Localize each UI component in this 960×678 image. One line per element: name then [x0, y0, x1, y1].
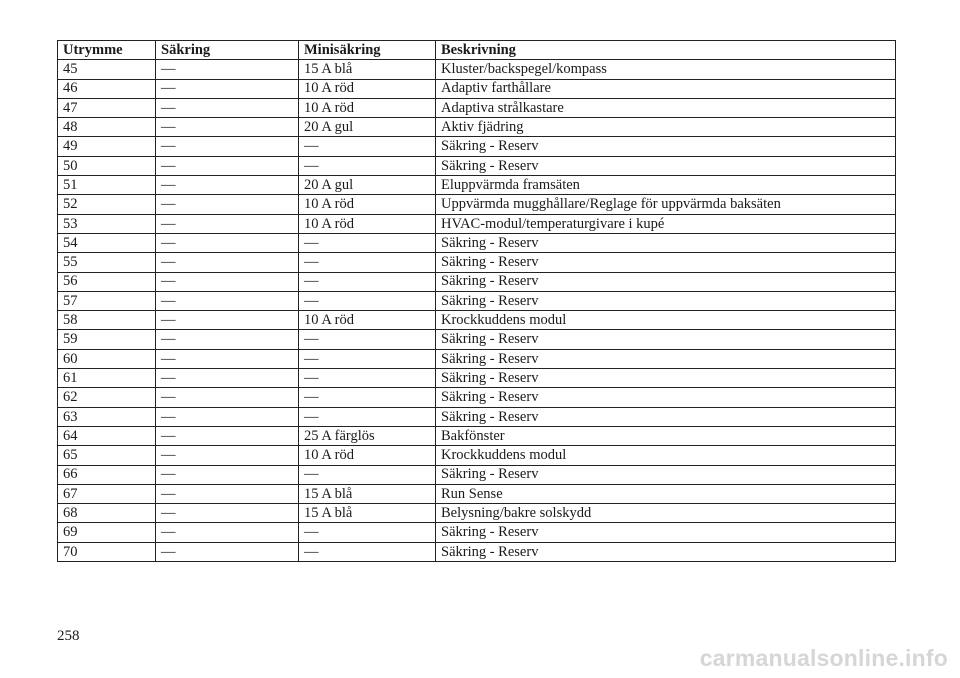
cell-cavity: 47	[58, 98, 156, 117]
cell-cavity: 58	[58, 311, 156, 330]
cell-description: Säkring - Reserv	[436, 253, 896, 272]
cell-mini-fuse: 15 A blå	[299, 504, 436, 523]
cell-description: Adaptiv farthållare	[436, 79, 896, 98]
cell-cavity: 50	[58, 156, 156, 175]
watermark: carmanualsonline.info	[699, 645, 948, 671]
table-row	[58, 156, 896, 175]
cell-fuse: —	[156, 311, 299, 330]
cell-description: Säkring - Reserv	[436, 156, 896, 175]
table-row	[58, 253, 896, 272]
cell-cavity: 60	[58, 349, 156, 368]
cell-cavity: 55	[58, 253, 156, 272]
cell-mini-fuse: —	[299, 542, 436, 561]
cell-mini-fuse: —	[299, 291, 436, 310]
cell-cavity: 51	[58, 176, 156, 195]
cell-cavity: 66	[58, 465, 156, 484]
cell-mini-fuse: 10 A röd	[299, 311, 436, 330]
cell-fuse: —	[156, 504, 299, 523]
cell-fuse: —	[156, 465, 299, 484]
cell-cavity: 52	[58, 195, 156, 214]
cell-mini-fuse: —	[299, 465, 436, 484]
cell-mini-fuse: 25 A färglös	[299, 426, 436, 445]
cell-description: Aktiv fjädring	[436, 118, 896, 137]
cell-mini-fuse: 15 A blå	[299, 60, 436, 79]
cell-fuse: —	[156, 60, 299, 79]
table-row	[58, 542, 896, 561]
cell-cavity: 70	[58, 542, 156, 561]
cell-cavity: 48	[58, 118, 156, 137]
cell-description: Säkring - Reserv	[436, 407, 896, 426]
cell-cavity: 63	[58, 407, 156, 426]
cell-cavity: 59	[58, 330, 156, 349]
header-row	[58, 41, 896, 60]
cell-description: Säkring - Reserv	[436, 272, 896, 291]
cell-description: Säkring - Reserv	[436, 465, 896, 484]
table-row	[58, 504, 896, 523]
cell-description: Adaptiva strålkastare	[436, 98, 896, 117]
table-row	[58, 176, 896, 195]
cell-cavity: 54	[58, 233, 156, 252]
cell-description: Säkring - Reserv	[436, 523, 896, 542]
fuse-table	[57, 40, 896, 562]
column-header-sakring: Säkring	[156, 41, 299, 60]
cell-cavity: 45	[58, 60, 156, 79]
cell-cavity: 61	[58, 369, 156, 388]
cell-cavity: 46	[58, 79, 156, 98]
cell-description: Krockkuddens modul	[436, 446, 896, 465]
cell-fuse: —	[156, 214, 299, 233]
cell-description: Belysning/bakre solskydd	[436, 504, 896, 523]
cell-fuse: —	[156, 349, 299, 368]
cell-description: Säkring - Reserv	[436, 388, 896, 407]
cell-cavity: 68	[58, 504, 156, 523]
table-row	[58, 195, 896, 214]
cell-fuse: —	[156, 369, 299, 388]
cell-mini-fuse: 20 A gul	[299, 176, 436, 195]
table-row	[58, 311, 896, 330]
cell-fuse: —	[156, 98, 299, 117]
cell-fuse: —	[156, 156, 299, 175]
table-row	[58, 272, 896, 291]
cell-mini-fuse: —	[299, 233, 436, 252]
fuse-table-header	[58, 41, 896, 60]
cell-description: Säkring - Reserv	[436, 349, 896, 368]
table-row	[58, 484, 896, 503]
cell-description: HVAC-modul/temperaturgivare i kupé	[436, 214, 896, 233]
table-row	[58, 214, 896, 233]
cell-mini-fuse: —	[299, 369, 436, 388]
cell-fuse: —	[156, 542, 299, 561]
cell-fuse: —	[156, 407, 299, 426]
column-header-minisakring: Minisäkring	[299, 41, 436, 60]
cell-fuse: —	[156, 388, 299, 407]
cell-cavity: 57	[58, 291, 156, 310]
table-row	[58, 465, 896, 484]
table-row	[58, 388, 896, 407]
cell-cavity: 65	[58, 446, 156, 465]
cell-fuse: —	[156, 446, 299, 465]
cell-fuse: —	[156, 291, 299, 310]
cell-cavity: 56	[58, 272, 156, 291]
cell-fuse: —	[156, 253, 299, 272]
cell-fuse: —	[156, 79, 299, 98]
column-header-beskrivning: Beskrivning	[436, 41, 896, 60]
table-row	[58, 79, 896, 98]
cell-description: Kluster/backspegel/kompass	[436, 60, 896, 79]
cell-fuse: —	[156, 118, 299, 137]
table-row	[58, 137, 896, 156]
cell-cavity: 53	[58, 214, 156, 233]
cell-mini-fuse: —	[299, 272, 436, 291]
cell-mini-fuse: —	[299, 523, 436, 542]
cell-description: Uppvärmda mugghållare/Reglage för uppvärmda baksäten	[436, 195, 896, 214]
table-row	[58, 233, 896, 252]
cell-description: Säkring - Reserv	[436, 291, 896, 310]
cell-mini-fuse: 20 A gul	[299, 118, 436, 137]
cell-mini-fuse: 10 A röd	[299, 79, 436, 98]
cell-description: Säkring - Reserv	[436, 542, 896, 561]
cell-cavity: 64	[58, 426, 156, 445]
cell-mini-fuse: 10 A röd	[299, 195, 436, 214]
cell-description: Run Sense	[436, 484, 896, 503]
cell-mini-fuse: 10 A röd	[299, 446, 436, 465]
cell-mini-fuse: —	[299, 388, 436, 407]
table-row	[58, 60, 896, 79]
column-header-utrymme: Utrymme	[58, 41, 156, 60]
cell-mini-fuse: 10 A röd	[299, 98, 436, 117]
cell-fuse: —	[156, 330, 299, 349]
table-row	[58, 426, 896, 445]
cell-fuse: —	[156, 484, 299, 503]
table-row	[58, 407, 896, 426]
cell-description: Säkring - Reserv	[436, 137, 896, 156]
cell-fuse: —	[156, 195, 299, 214]
cell-mini-fuse: —	[299, 330, 436, 349]
table-row	[58, 330, 896, 349]
cell-mini-fuse: —	[299, 349, 436, 368]
cell-description: Krockkuddens modul	[436, 311, 896, 330]
table-row	[58, 523, 896, 542]
cell-mini-fuse: —	[299, 156, 436, 175]
cell-fuse: —	[156, 272, 299, 291]
cell-description: Bakfönster	[436, 426, 896, 445]
cell-description: Eluppvärmda framsäten	[436, 176, 896, 195]
cell-cavity: 69	[58, 523, 156, 542]
cell-mini-fuse: 10 A röd	[299, 214, 436, 233]
table-row	[58, 446, 896, 465]
table-row	[58, 291, 896, 310]
cell-fuse: —	[156, 426, 299, 445]
cell-mini-fuse: —	[299, 137, 436, 156]
cell-cavity: 67	[58, 484, 156, 503]
cell-cavity: 49	[58, 137, 156, 156]
cell-fuse: —	[156, 176, 299, 195]
cell-mini-fuse: 15 A blå	[299, 484, 436, 503]
table-row	[58, 118, 896, 137]
cell-fuse: —	[156, 523, 299, 542]
page-number: 258	[57, 628, 80, 644]
cell-cavity: 62	[58, 388, 156, 407]
cell-fuse: —	[156, 233, 299, 252]
cell-description: Säkring - Reserv	[436, 330, 896, 349]
cell-description: Säkring - Reserv	[436, 369, 896, 388]
table-row	[58, 349, 896, 368]
cell-mini-fuse: —	[299, 253, 436, 272]
cell-mini-fuse: —	[299, 407, 436, 426]
cell-fuse: —	[156, 137, 299, 156]
fuse-table-body	[58, 60, 896, 562]
table-row	[58, 98, 896, 117]
cell-description: Säkring - Reserv	[436, 233, 896, 252]
table-row	[58, 369, 896, 388]
